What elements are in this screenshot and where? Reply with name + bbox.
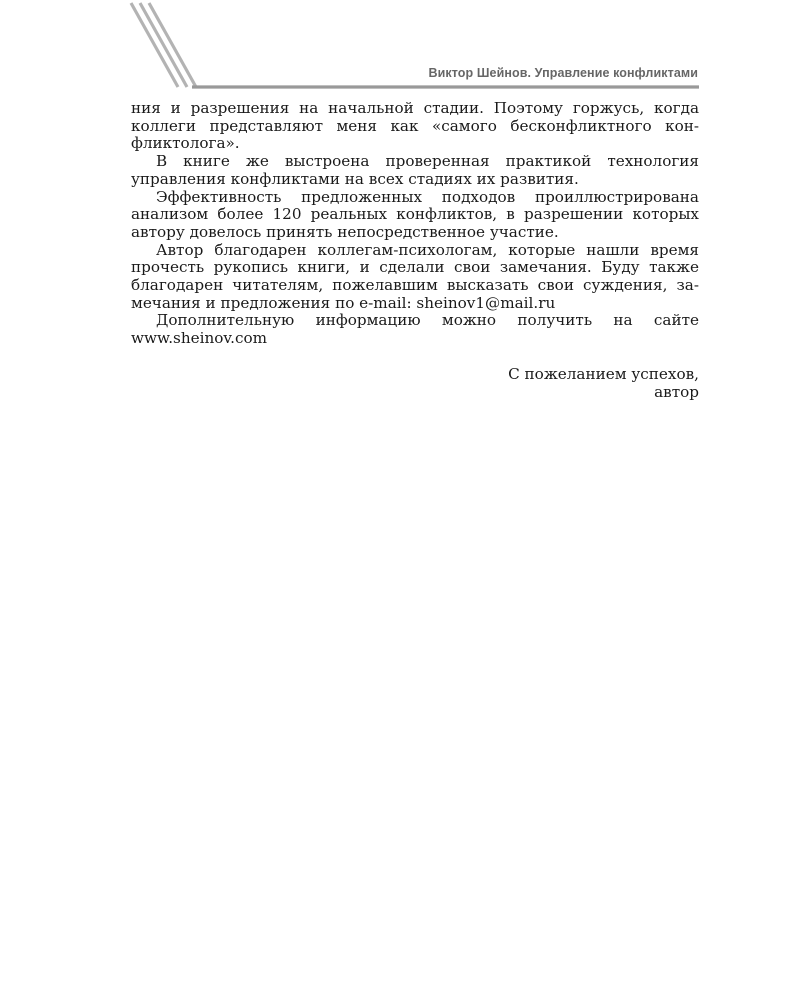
paragraph-4-line-1: Автор благодарен коллегам-психологам, которые нашли время	[156, 240, 699, 259]
paragraph-5-line-2: www.sheinov.com	[131, 329, 268, 348]
page-body-text	[131, 100, 699, 348]
paragraph-2-line-1: В книге же выстроена проверенная практикой технология	[156, 152, 699, 171]
paragraph-4-line-3: благодарен читателям, пожелавшим высказать свои суждения, за-	[131, 276, 699, 295]
signature-line-1: С пожеланием успехов,	[508, 365, 699, 383]
paragraph-2-line-2: управления конфликтами на всех стадиях их развития.	[131, 169, 579, 188]
paragraph-4-line-2: прочесть рукопись книги, и сделали свои замечания. Буду также	[131, 258, 699, 277]
paragraph-1-line-3: фликтолога».	[131, 134, 240, 153]
diagonal-stripe-2	[140, 3, 187, 87]
running-head-title: Виктор Шейнов. Управление конфликтами	[428, 66, 698, 80]
paragraph-1-line-2: коллеги представляют меня как «самого бесконфликтного кон-	[131, 116, 699, 135]
signature-block	[508, 366, 699, 401]
diagonal-stripes-ornament	[131, 3, 196, 87]
paragraph-3-line-1: Эффективность предложенных подходов проиллюстрирована	[156, 187, 699, 206]
paragraph-5-line-1: Дополнительную информацию можно получить на сайте	[156, 311, 699, 330]
paragraph-3-line-2: анализом более 120 реальных конфликтов, в разрешении которых	[131, 205, 699, 224]
paragraph-4-line-4: мечания и предложения по e-mail: sheinov1@mail.ru	[131, 293, 556, 312]
paragraph-1-line-1: ния и разрешения на начальной стадии. Поэтому горжусь, когда	[131, 99, 699, 117]
signature-line-2: автор	[654, 382, 699, 401]
paragraph-3-line-3: автору довелось принять непосредственное участие.	[131, 222, 559, 241]
header-decoration	[0, 0, 800, 100]
